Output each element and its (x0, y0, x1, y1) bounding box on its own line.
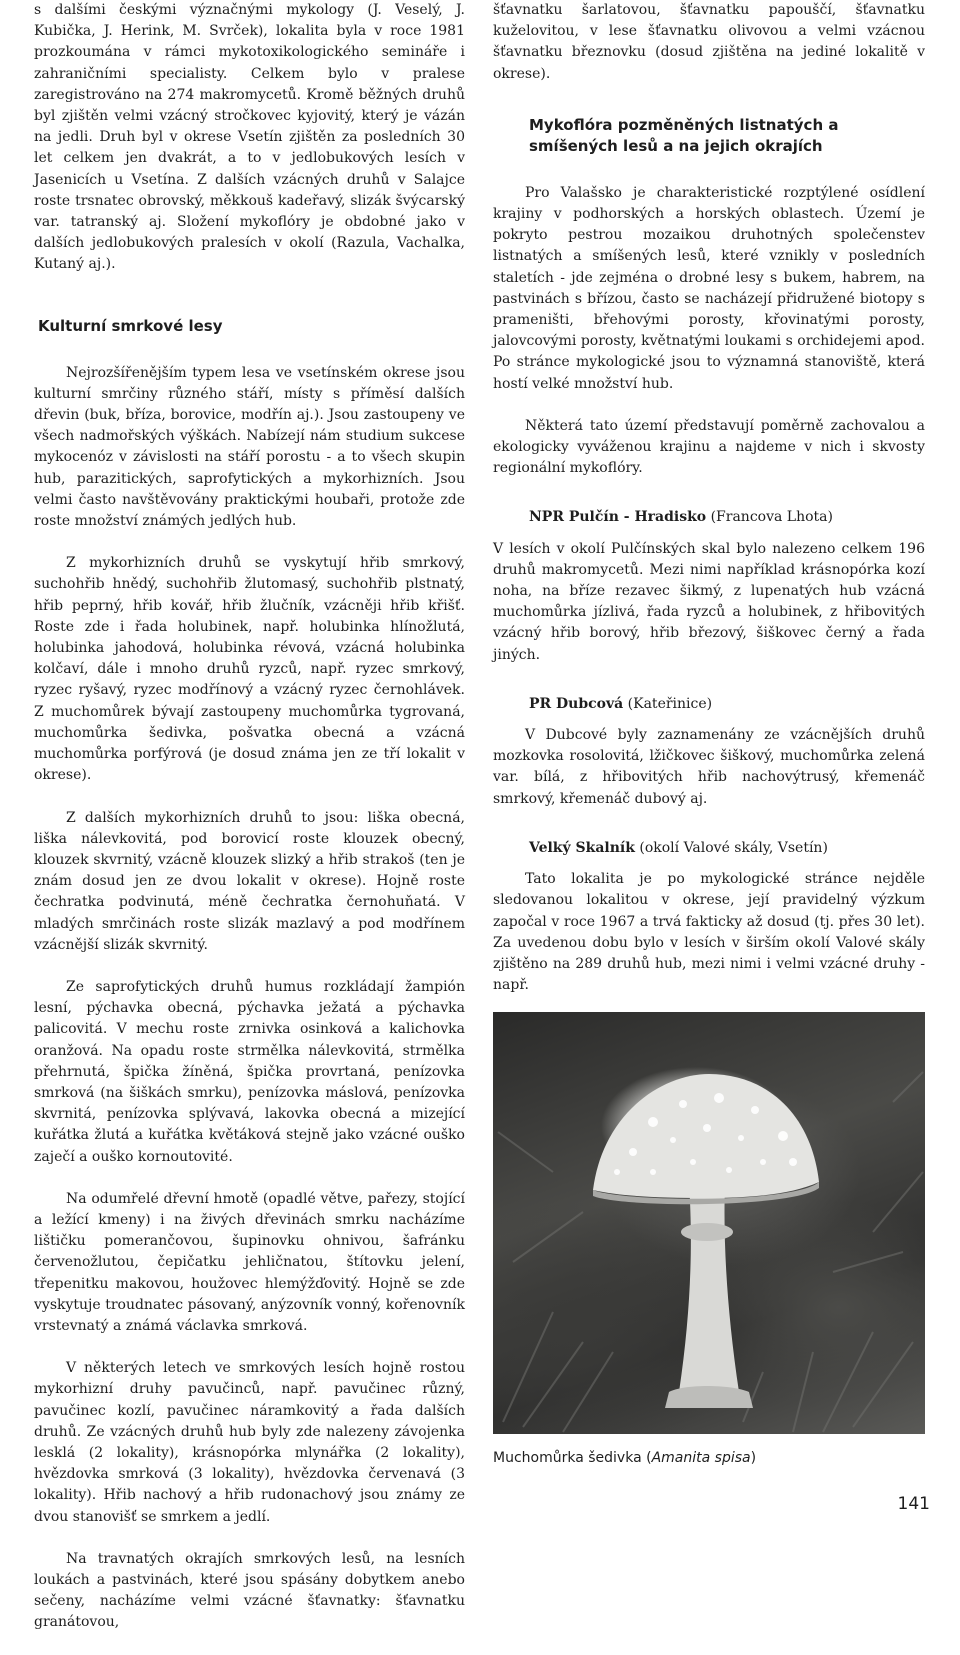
locality-heading (493, 838, 925, 859)
locality-place: (Francova Lhota) (706, 509, 833, 526)
paragraph: Z mykorhizních druhů se vyskytují hřib smrkový, suchohřib hnědý, suchohřib žlutomasý, suchohřib plstnatý, hřib peprný, hřib kovář, hřib žlučník, vzácněji hřib křišť. Roste zde i řada holubinek, např. holubinka hlínožlutá, holubinka jahodová, holubinka révová, vzácná holubinka kolčaví, dále i mnoho druhů ryzců, např. ryzec smrkový, ryzec ryšavý, ryzec modřínový a vzácný ryzec černohlávek. Z muchomůrek bývají zastoupeny muchomůrka tygrovaná, muchomůrka šedivka, pošvatka obecná a vzácná muchomůrka porfýrová (je dosud známa jen ze tří lokalit v okrese). (34, 555, 465, 784)
paragraph: Na travnatých okrajích smrkových lesů, na lesních loukách a pastvinách, které jsou spásány dobytkem anebo sečeny, nacházíme velmi vzácné šťavnatky: šťavnatku granátovou, (34, 1550, 465, 1631)
paragraph: Na odumřelé dřevní hmotě (opadlé větve, pařezy, stojící a ležící kmeny) i na živých dřevinách smrku nacházíme lištičku pomerančovou, šupinovku ohnivou, šafránku červenožlutou, čepičatku jehličnatou, štítovku jelení, třepenitku makovou, houžovec hlemýžďovitý. Hojně se zde vyskytuje troudnatec pásovaný, anýzovník vonný, kořenovník vrstevnatý a známá václavka smrková. (34, 1190, 465, 1334)
paragraph: Z dalších mykorhizních druhů to jsou: liška obecná, liška nálevkovitá, pod borovicí roste klouzek obecný, klouzek skvrnitý, vzácně klouzek slizký a hřib strakoš (ten je znám dosud jen ze dvou lokalit v okrese). Hojně roste čechratka podvinutá, méně čechratka černohuňatá. V mladých smrčinách roste slizák mazlavý a pod modřínem vzácnější slizák skvrnitý. (34, 809, 465, 953)
paragraph: s dalšími českými význačnými mykology (J. Veselý, J. Kubička, J. Herink, M. Svrček), lokalita byla v roce 1981 prozkoumána v rámci mykotoxikologického semináře i zahraničními specialisty. Celkem bylo v pralese zaregistrováno na 274 makromycetů. Kromě běžných druhů byl zjištěn velmi vzácný stročkovec kyjovitý, který je vázán na jedli. Druh byl v okrese Vsetín zjištěn za posledních 30 let celkem jen dvakrát, a to v jedlobukových lesích v Jasenicích u Vsetína. Z dalších vzácných druhů v Salajce roste trsnatec obrovský, měkkouš kadeřavý, slizák švýcarský var. tatranský aj. Složení mykoflóry je obdobné jako v dalších jedlobukových pralesích v okolí (Razula, Vachalka, Kutaný aj.). (34, 2, 465, 273)
paragraph: Tato lokalita je po mykologické stránce nejděle sledovanou lokalitou v okrese, její pravidelný výzkum započal v roce 1967 a trvá fakticky až dosud (tj. přes 30 let). Za uvedenou dobu bylo v lesích v širším okolí Valové skály zjištěno na 289 druhů hub, mezi nimi i velmi vzácné druhy - např. (493, 871, 925, 994)
locality-name: NPR Pulčín - Hradisko (529, 509, 707, 526)
paragraph: Některá tato území představují poměrně zachovalou a ekologicky vyváženou krajinu a najdeme v nich i skvosty regionální mykoflóry. (493, 417, 925, 477)
section-heading: Mykoflóra pozměněných listnatých a smíšených lesů a na jejich okrajích (529, 115, 839, 155)
photo-caption (493, 1448, 925, 1468)
locality-place: (okolí Valové skály, Vsetín) (634, 839, 828, 856)
paragraph: Pro Valašsko je charakteristické rozptýlené osídlení krajiny v podhorských a horských oblastech. Území je pokryto pestrou mozaikou druhotných společenstev listnatých a smíšených lesů, které vznikly v posledních staletích - jde zejména o drobné lesy s bukem, habrem, na pastvinách s břízou, často se nacházejí přidružené biotopy s prameništi, břehovými porosty, křovinatými porosty, jalovcovými porosty, květnatými loukami s orchidejemi apod. Po stránce mykologické jsou to významná stanoviště, která hostí velké množství hub. (493, 184, 925, 392)
caption-text: Muchomůrka šedivka ( (493, 1450, 652, 1466)
locality-name: PR Dubcová (529, 695, 624, 712)
right-column (493, 0, 925, 1017)
caption-close: ) (750, 1450, 757, 1466)
mushroom-photo (493, 1012, 925, 1434)
paragraph: V lesích v okolí Pulčínských skal bylo nalezeno celkem 196 druhů makromycetů. Mezi nimi například krásnopórka kozí noha, na bříze rezavec šikmý, z lupenatých hub vzácná muchomůrka jízlivá, řada ryzců a holubinek, z hřibovitých vzácný hřib borový, hřib březový, šiškovec černý a řada jiných. (493, 540, 925, 663)
paragraph: V některých letech ve smrkových lesích hojně rostou mykorhizní druhy pavučinců, např. pavučinec různý, pavučinec kozlí, pavučinec náramkovitý a řada dalších druhů. Ze vzácných druhů hub byly zde nalezeny závojenka lesklá (2 lokality), krásnopórka mlynářka (2 lokality), hvězdovka smrková (3 lokality), hvězdovka červenavá (3 lokality). Hřib nachový a hřib rudonachový jsou známy ze dvou stanovišť se smrkem a jedlí. (34, 1360, 465, 1525)
mushroom-stem (679, 1184, 739, 1392)
locality-heading (493, 507, 925, 528)
locality-name: Velký Skalník (529, 839, 635, 856)
mushroom-illustration (493, 1012, 925, 1434)
paragraph: Nejrozšířenějším typem lesa ve vsetínském okrese jsou kulturní smrčiny různého stáří, místy s příměsí dalších dřevin (buk, bříza, borovice, modřín aj.). Jsou zastoupeny ve všech nadmořských výškách. Nabízejí nám studium sukcese mykocenóz v závislosti na stáří porostu - a to všech skupin hub, parazitických, saprofytických a mykorhizních. Jsou velmi často navštěvovány praktickými houbaři, protože zde roste množství známých jedlých hub. (34, 364, 465, 530)
locality-place: (Kateřinice) (623, 695, 713, 712)
paragraph: V Dubcové byly zaznamenány ze vzácnějších druhů mozkovka rosolovitá, lžičkovec šiškový, muchomůrka zelená var. bílá, z hřibovitých hřib nachovýtrusý, křemenáč smrkový, křemenáč dubový aj. (493, 727, 925, 807)
caption-latin-name: Amanita spisa (651, 1450, 751, 1466)
left-column (34, 0, 465, 1655)
section-heading: Kulturní smrkové lesy (38, 316, 223, 335)
locality-heading (493, 694, 925, 715)
paragraph: šťavnatku šarlatovou, šťavnatku papouščí, šťavnatku kuželovitou, v lese šťavnatku olivovou a velmi vzácnou šťavnatku březnovku (dosud zjištěna na jediné lokalitě v okrese). (493, 2, 925, 82)
page-number: 141 (897, 1494, 930, 1514)
paragraph: Ze saprofytických druhů humus rozkládají žampión lesní, pýchavka obecná, pýchavka ježatá a pýchavka palicovitá. V mechu roste zrnivka osinková a kalichovka oranžová. Na opadu roste strmělka nálevkovitá, strmělka přehrnutá, špička žíněná, špička provrtaná, penízovka smrková (na šiškách smrku), penízovka máslová, penízovka skvrnitá, penízovka splývavá, lakovka obecná a mizející kuřátka žlutá a kuřátka květáková stejně jako vzácné ouško zaječí a ouško kornoutovité. (34, 978, 465, 1165)
